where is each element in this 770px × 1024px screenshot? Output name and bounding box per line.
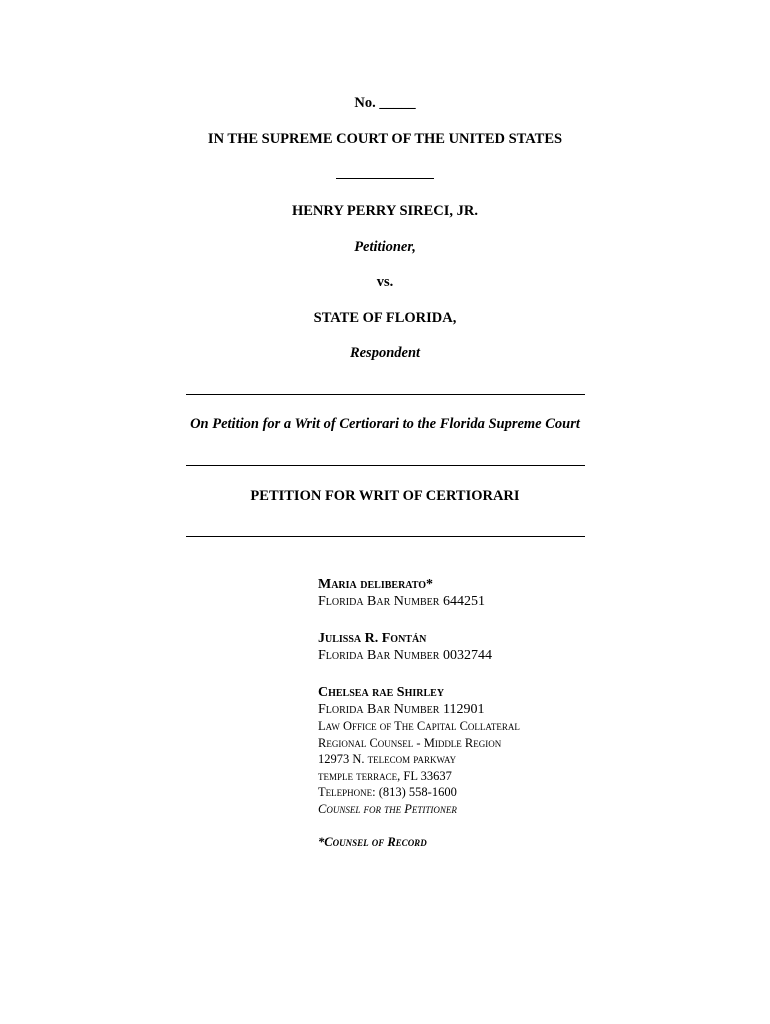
counsel-for-line: Counsel for the Petitioner <box>318 801 457 816</box>
divider-line-1 <box>186 394 585 395</box>
address-line-2: temple terrace, FL 33637 <box>318 768 452 783</box>
counsel-block-3 <box>318 684 520 817</box>
attorney-1-bar-number: Florida Bar Number 644251 <box>318 594 485 609</box>
petitioner-role: Petitioner, <box>354 239 416 255</box>
respondent-role: Respondent <box>349 345 421 361</box>
office-name-line-1: Law Office of The Capital Collateral <box>318 719 520 733</box>
counsel-block <box>318 576 485 610</box>
office-name-line-2: Regional Counsel - Middle Region <box>318 735 502 750</box>
attorney-2-bar-number: Florida Bar Number 0032744 <box>318 648 492 663</box>
counsel-of-record-note: *Counsel of Record <box>318 835 427 849</box>
address-line-1: 12973 N. telecom parkway <box>318 752 457 766</box>
petitioner-name: HENRY PERRY SIRECI, JR. <box>291 203 479 219</box>
attorney-3-name: Chelsea rae Shirley <box>318 685 445 700</box>
divider-line-2 <box>186 465 585 466</box>
telephone-line: Telephone: (813) 558-1600 <box>318 785 457 799</box>
versus-label: vs. <box>376 274 394 290</box>
attorney-1-name: Maria deliberato* <box>318 577 434 592</box>
document-title: PETITION FOR WRIT OF CERTIORARI <box>250 488 520 504</box>
counsel-block-2 <box>318 630 492 664</box>
attorney-2-name: Julissa R. Fontán <box>318 631 427 646</box>
court-name: IN THE SUPREME COURT OF THE UNITED STATES <box>207 131 563 147</box>
respondent-name: STATE OF FLORIDA, <box>313 310 457 326</box>
docket-number: No. _____ <box>354 95 416 111</box>
caption-divider-short <box>336 178 434 179</box>
divider-line-3 <box>186 536 585 537</box>
attorney-3-bar-number: Florida Bar Number 112901 <box>318 702 485 717</box>
petition-subtitle: On Petition for a Writ of Certiorari to the Florida Supreme Court <box>190 416 580 432</box>
